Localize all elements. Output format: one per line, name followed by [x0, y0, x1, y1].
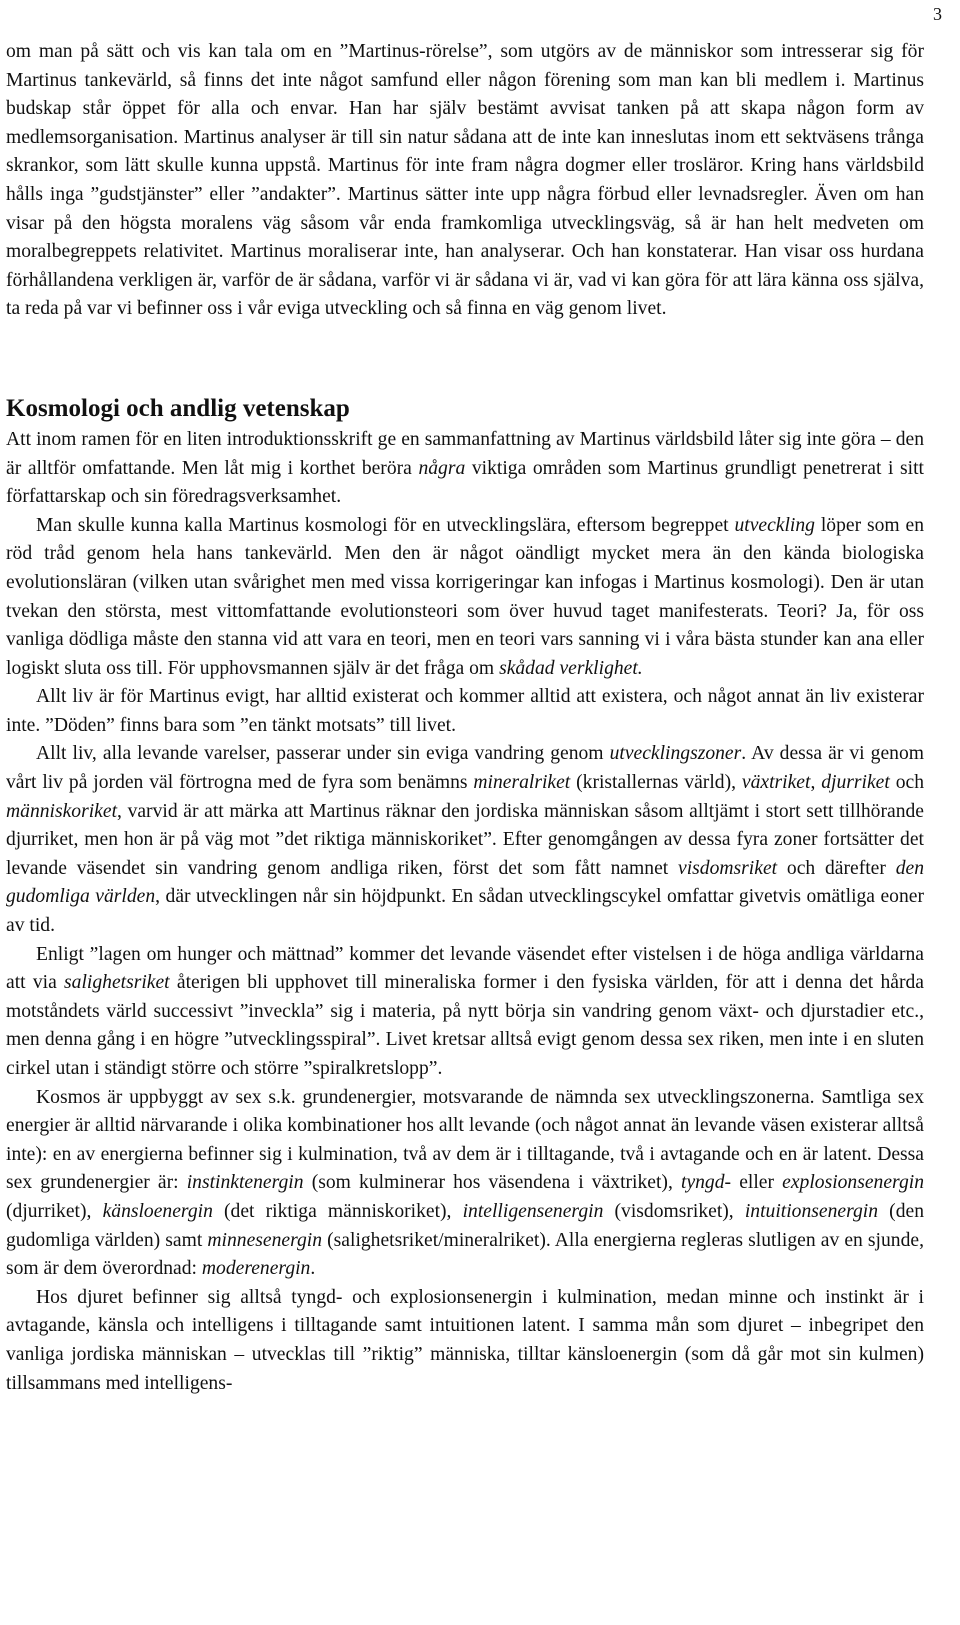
text-run: och: [889, 772, 924, 794]
text-run: (det riktiga människoriket),: [212, 1200, 463, 1222]
italic-run: känsloenergin: [102, 1200, 213, 1222]
italic-run: mineralriket: [473, 772, 571, 794]
italic-run: skådad verklighet.: [499, 657, 643, 679]
italic-run: utveckling: [734, 514, 815, 536]
italic-run: moderenergin: [201, 1258, 311, 1280]
text-run: Allt liv är för Martinus evigt, har alltid existerat och kommer alltid att existera, och något annat än liv existerar inte. ”Döden” finns bara som ”en tänkt motsats” till livet.: [6, 686, 924, 736]
intro-paragraph: om man på sätt och vis kan tala om en ”Martinus-rörelse”, som utgörs av de människor som intresserar sig för Martinus tankevärld, så finns det inte något samfund eller någon förening som man kan bli medlem i. Martinus budskap står öppet för alla och envar. Han har själv bestämt avvisat tanken på att skapa någon form av medlemsorganisation. Martinus analyser är till sin natur sådana att de inte kan inneslutas inom ett sektväsens trånga skrankor, som lätt skulle kunna uppstå. Martinus för inte fram några dogmer eller trosläror. Kring hans världsbild hålls inga ”gudstjänster” eller ”andakter”. Martinus sätter inte upp några förbud eller levnadsregler. Även om han visar på den högsta moralens väg såsom vår enda framkomliga utvecklingsväg, så är han helt medveten om moralbegreppets relativitet. Martinus moraliserar inte, han analyserar. Och han konstaterar. Han visar oss hurdana förhållandena verkligen är, varför de är sådana, varför vi är sådana vi är, vad vi kan göra för att lära känna oss själva, ta reda på var vi befinner oss i vår eviga utveckling och så finna en väg genom livet.: [6, 41, 924, 320]
text-run: Kosmos är uppbyggt av sex s.k. grundenergier, motsvarande de nämnda sex utvecklingszonerna. Samtliga sex energier är alltid närvarande i olika kombinationer hos allt levande (och något annat än levande väsen existerar alltså inte): en av energierna befinner sig i kulmination, två av dem är i tilltagande, två i avtagande och en är latent. Dessa sex grundenergier är:: [6, 1086, 924, 1194]
text-run: ,: [810, 772, 822, 794]
italic-run: tyngd: [681, 1172, 725, 1194]
body-paragraph: [6, 1284, 924, 1398]
text-run: (den gudomliga världen) samt: [6, 1200, 924, 1251]
text-run: (som kulminerar hos väsendena i växtriket),: [303, 1172, 681, 1194]
text-run: , varvid är att märka att Martinus räknar den jordiska människan såsom alltjämt i stort sett tillhörande djurriket, men hon är på väg mot ”det riktiga människoriket”. Efter genomgången av dessa fyra zoner fortsätter det levande väsendet sin vandring genom andliga riken, först det som fått namnet: [6, 800, 924, 879]
text-run: Man skulle kunna kalla Martinus kosmologi för en utvecklingslära, eftersom begreppet: [36, 514, 735, 536]
document-body: [6, 38, 924, 1398]
italic-run: salighetsriket: [64, 972, 170, 994]
body-paragraph: [6, 941, 924, 1084]
text-run: Att inom ramen för en liten introduktionsskrift ge en sammanfattning av Martinus världsbild låter sig inte göra – den är alltför omfattande. Men låt mig i korthet beröra: [6, 428, 924, 479]
text-run: viktiga områden som Martinus grundligt penetrerat i sitt författarskap och sin föredragsverksamhet.: [6, 457, 924, 508]
italic-run: instinktenergin: [186, 1172, 304, 1194]
italic-run: några: [418, 457, 466, 479]
italic-run: visdomsriket: [678, 857, 778, 879]
italic-run: den gudomliga världen: [6, 857, 924, 908]
text-run: (kristallernas värld),: [570, 772, 742, 794]
text-run: . Av dessa är vi genom vårt liv på jorden väl förtrogna med de fyra som benämns: [6, 743, 924, 794]
text-run: (visdomsriket),: [603, 1200, 745, 1222]
text-run: - eller: [724, 1172, 783, 1194]
italic-run: utvecklingszoner: [609, 743, 742, 765]
body-paragraph: [6, 512, 924, 684]
body-paragraph: [6, 426, 924, 512]
text-run: , där utvecklingen når sin höjdpunkt. En sådan utvecklingscykel omfattar givetvis omätliga eoner av tid.: [6, 886, 924, 937]
text-run: Allt liv, alla levande varelser, passerar under sin eviga vandring genom: [36, 743, 610, 765]
body-paragraph: [6, 740, 924, 940]
italic-run: växtriket: [741, 772, 811, 794]
text-run: Hos djuret befinner sig alltså tyngd- och explosionsenergin i kulmination, medan minne och instinkt är i avtagande, känsla och intelligens i tilltagande samt intuitionen latent. I samma mån som djuret – inbegripet den vanliga jordiska människan – utvecklas till ”riktig” människa, tilltar känsloenergin (som då går mot sin kulmen) tillsammans med intelligens-: [6, 1286, 924, 1394]
italic-run: minnesenergin: [207, 1229, 323, 1251]
text-run: återigen bli upphovet till mineraliska former i den fysiska världen, för att i denna det hårda motståndets värld successivt ”inveckla” sig i materia, på nytt börja sin vandring genom växt- och djurstadier etc., men denna gång i en högre ”utvecklingsspiral”. Livet kretsar alltså evigt genom dessa sex riken, men inte i en sluten cirkel utan i ständigt större och större ”spiralkretslopp”.: [6, 972, 924, 1079]
section-body: [6, 426, 924, 1398]
italic-run: intuitionsenergin: [744, 1200, 879, 1222]
text-run: och därefter: [777, 857, 896, 879]
italic-run: intelligensenergin: [462, 1200, 604, 1222]
section-heading: Kosmologi och andlig vetenskap: [6, 394, 350, 422]
text-run: löper som en röd tråd genom hela hans tankevärld. Men den är något oändligt mycket mera än den kända biologiska evolutionsläran (vilken utan svårighet men med vissa korrigeringar kan infogas i Martinus kosmologi). Den är utan tvekan den största, mest vittomfattande evolutionsteori som över huvud taget manifesterats. Teori? Ja, för oss vanliga dödliga måste den stanna vid att vara en teori, men en teori vars sanning vi i våra bästa stunder kan ana eller logiskt sluta oss till. För upphovsmannen själv är det fråga om: [6, 514, 924, 679]
italic-run: människoriket: [6, 800, 118, 822]
text-run: (salighetsriket/mineralriket). Alla energierna regleras slutligen av en sjunde, som är dem överordnad:: [6, 1229, 924, 1280]
page-number: 3: [933, 4, 942, 24]
text-run: (djurriket),: [6, 1200, 103, 1222]
text-run: .: [310, 1258, 316, 1280]
body-paragraph: [6, 683, 924, 740]
italic-run: djurriket: [821, 772, 890, 794]
body-paragraph: [6, 1084, 924, 1284]
text-run: Enligt ”lagen om hunger och mättnad” kommer det levande väsendet efter vistelsen i de höga andliga världarna att via: [6, 943, 924, 994]
italic-run: explosionsenergin: [782, 1172, 924, 1194]
